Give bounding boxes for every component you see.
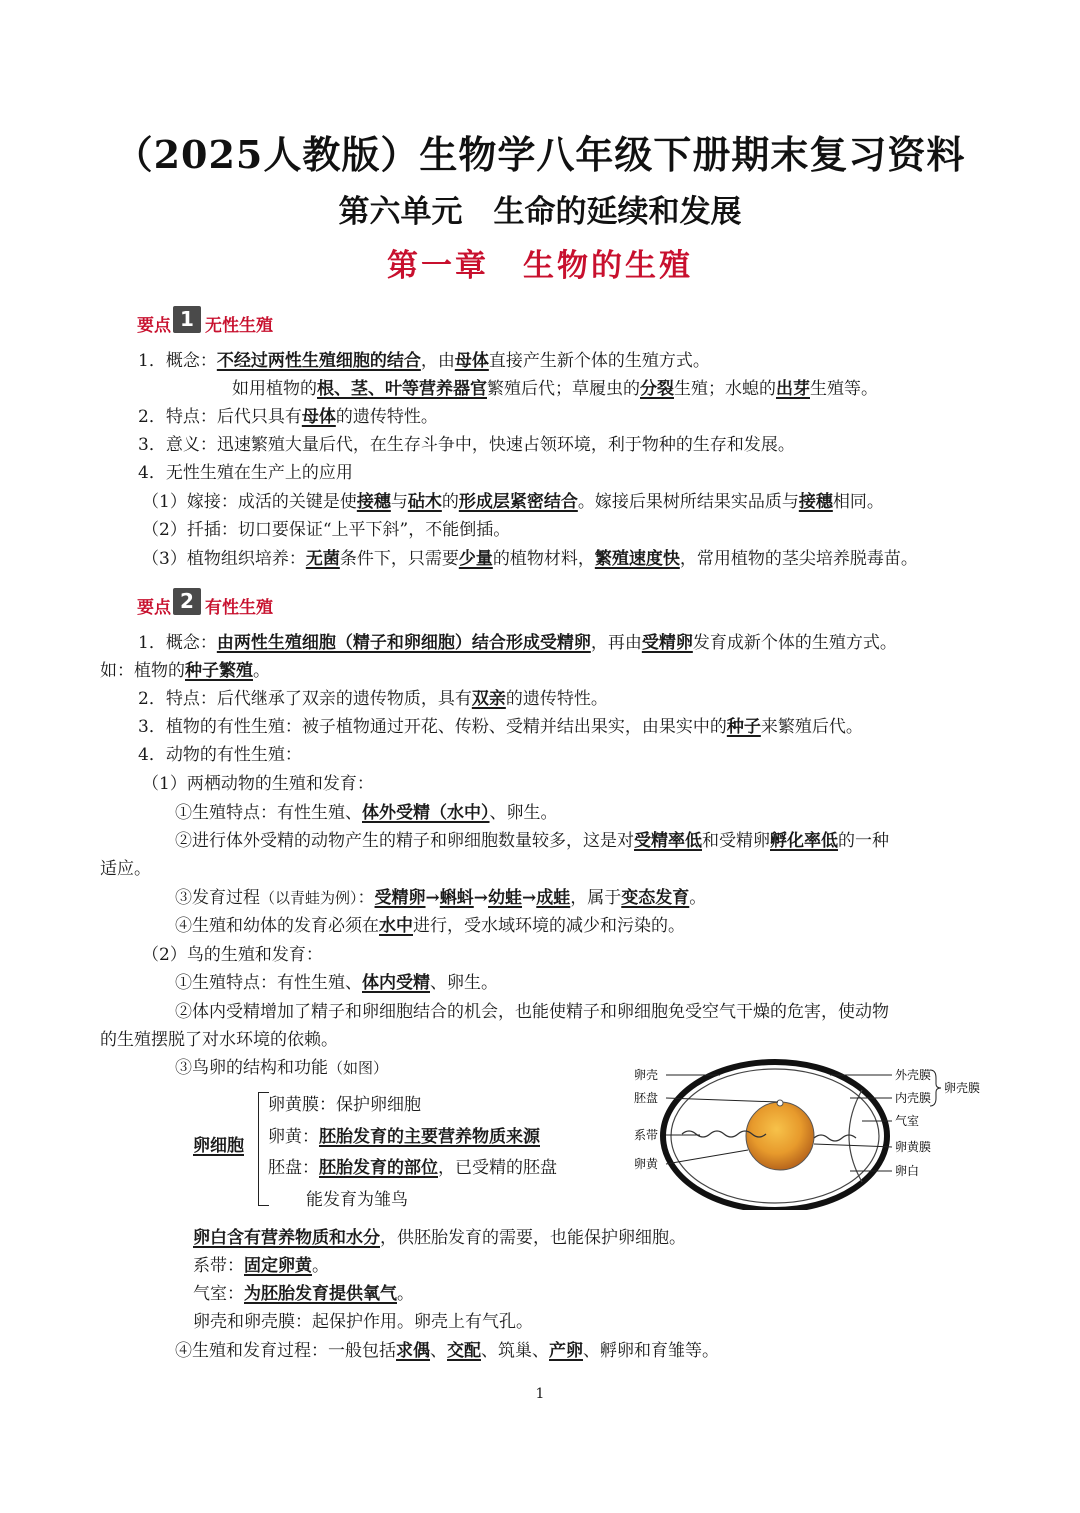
kp1-line-8: （3）植物组织培养：无菌条件下，只需要少量的植物材料，繁殖速度快，常用植物的茎尖培养脱毒苗。 — [142, 549, 918, 569]
kp2-line-3: 2．特点：后代继承了双亲的遗传物质，具有双亲的遗传特性。 — [138, 689, 608, 709]
kp2-line-9: 适应。 — [100, 859, 151, 879]
ovum-label: 卵细胞 — [193, 1136, 244, 1156]
ovum-item-germinal-disc: 胚盘：胚胎发育的部位，已受精的胚盘 — [268, 1158, 557, 1178]
keypoint-label: 无性生殖 — [205, 316, 273, 336]
kp2-line-18: 系带：固定卵黄。 — [193, 1256, 329, 1276]
kp2-line-13: ①生殖特点：有性生殖、体内受精、卵生。 — [175, 973, 498, 993]
kp2-line-15: 的生殖摆脱了对水环境的依赖。 — [100, 1030, 338, 1050]
label-yolk: 卵黄 — [634, 1157, 659, 1171]
page-number: 1 — [535, 1386, 545, 1402]
kp2-line-11: ④生殖和幼体的发育必须在水中进行，受水域环境的减少和污染的。 — [175, 916, 685, 936]
kp2-line-5: 4．动物的有性生殖： — [138, 745, 302, 765]
label-vitelline-membrane: 卵黄膜 — [895, 1140, 932, 1154]
keypoint-prefix: 要点 — [137, 598, 171, 618]
kp2-line-21: ④生殖和发育过程：一般包括求偶、交配、筑巢、产卵、孵卵和育雏等。 — [175, 1341, 719, 1361]
kp1-line-3: 2．特点：后代只具有母体的遗传特性。 — [138, 407, 438, 427]
label-albumen: 卵白 — [895, 1164, 920, 1178]
kp1-line-2: 如用植物的根、茎、叶等营养器官繁殖后代；草履虫的分裂生殖；水螅的出芽生殖等。 — [232, 379, 878, 399]
kp2-line-8: ②进行体外受精的动物产生的精子和卵细胞数量较多，这是对受精率低和受精卵孵化率低的一种 — [175, 831, 889, 851]
kp2-line-12: （2）鸟的生殖和发育： — [142, 945, 323, 965]
kp2-line-10: ③发育过程（以青蛙为例）：受精卵→蝌蚪→幼蛙→成蛙，属于变态发育。 — [175, 888, 707, 908]
kp1-line-7: （2）扦插：切口要保证“上平下斜”，不能倒插。 — [142, 520, 511, 540]
egg-structure-diagram — [630, 1058, 990, 1210]
kp2-line-7: ①生殖特点：有性生殖、体外受精（水中）、卵生。 — [175, 803, 558, 823]
label-chalaza: 系带 — [634, 1128, 659, 1142]
ovum-item-yolk: 卵黄：胚胎发育的主要营养物质来源 — [268, 1127, 540, 1147]
kp1-line-6: （1）嫁接：成活的关键是使接穗与砧木的形成层紧密结合。嫁接后果树所结果实品质与接穗相同。 — [142, 492, 884, 512]
label-shell: 卵壳 — [634, 1068, 659, 1082]
keypoint-2-heading — [137, 589, 273, 619]
label-outer-shell-membrane: 外壳膜 — [895, 1068, 932, 1082]
label-air-chamber: 气室 — [895, 1114, 920, 1128]
unit-title: 第六单元 生命的延续和发展 — [338, 194, 742, 230]
kp1-line-1: 1．概念：不经过两性生殖细胞的结合，由母体直接产生新个体的生殖方式。 — [138, 351, 710, 371]
kp2-line-2: 如：植物的种子繁殖。 — [100, 661, 270, 681]
germinal-disc — [777, 1100, 783, 1106]
keypoint-number-badge: 1 — [173, 306, 201, 333]
kp1-line-5: 4．无性生殖在生产上的应用 — [138, 463, 353, 483]
document-title: （2025人教版）生物学八年级下册期末复习资料 — [114, 132, 966, 177]
kp2-line-4: 3．植物的有性生殖：被子植物通过开花、传粉、受精并结出果实，由果实中的种子来繁殖后代。 — [138, 717, 863, 737]
label-shell-membrane: 卵壳膜 — [944, 1081, 981, 1095]
label-germinal-disc: 胚盘 — [634, 1091, 659, 1105]
keypoint-number-badge: 2 — [173, 588, 201, 615]
kp2-line-6: （1）两栖动物的生殖和发育： — [142, 774, 374, 794]
keypoint-label: 有性生殖 — [205, 598, 273, 618]
ovum-item-vitelline-membrane: 卵黄膜：保护卵细胞 — [268, 1095, 421, 1115]
kp2-line-14: ②体内受精增加了精子和卵细胞结合的机会，也能使精子和卵细胞免受空气干燥的危害，使动物 — [175, 1002, 889, 1022]
kp2-line-1: 1．概念：由两性生殖细胞（精子和卵细胞）结合形成受精卵，再由受精卵发育成新个体的生殖方式。 — [138, 633, 897, 653]
chapter-title: 第一章 生物的生殖 — [387, 248, 693, 284]
kp1-line-4: 3．意义：迅速繁殖大量后代，在生存斗争中，快速占领环境，利于物种的生存和发展。 — [138, 435, 795, 455]
shell-membrane-brace — [930, 1070, 941, 1106]
keypoint-prefix: 要点 — [137, 316, 171, 336]
kp2-line-20: 卵壳和卵壳膜：起保护作用。卵壳上有气孔。 — [193, 1312, 533, 1332]
keypoint-1-heading — [137, 307, 273, 337]
ovum-item-germinal-disc-cont: 能发育为雏鸟 — [306, 1190, 408, 1210]
kp2-line-16: ③鸟卵的结构和功能（如图） — [175, 1058, 389, 1078]
kp2-line-19: 气室：为胚胎发育提供氧气。 — [193, 1284, 414, 1304]
label-inner-shell-membrane: 内壳膜 — [895, 1091, 932, 1105]
kp2-line-17: 卵白含有营养物质和水分，供胚胎发育的需要，也能保护卵细胞。 — [193, 1228, 686, 1248]
